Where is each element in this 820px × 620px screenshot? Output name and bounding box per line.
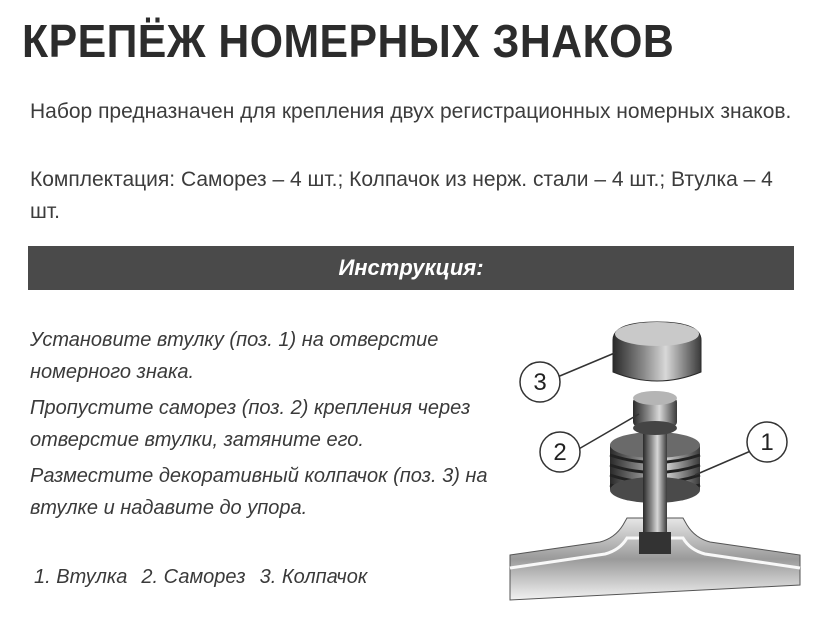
cap-part <box>613 322 701 381</box>
instruction-header: Инструкция: <box>338 255 484 280</box>
svg-text:2: 2 <box>553 439 567 466</box>
callout-3 <box>520 362 560 402</box>
legend-item-2: 2. Саморез <box>141 566 246 588</box>
callout-2 <box>540 432 580 472</box>
instruction-steps <box>30 324 510 528</box>
svg-text:1: 1 <box>760 429 774 456</box>
callout-1 <box>747 422 787 462</box>
parts-legend <box>34 566 367 589</box>
svg-text:3: 3 <box>533 369 547 396</box>
step-3: Разместите декоративный колпачок (поз. 3) на втулке и надавите до упора. <box>30 465 488 519</box>
step-2: Пропустите саморез (поз. 2) крепления через отверстие втулки, затяните его. <box>30 397 471 451</box>
legend-item-1: 1. Втулка <box>34 566 128 588</box>
legend-item-3: 3. Колпачок <box>259 566 368 588</box>
step-1: Установите втулку (поз. 1) на отверстие номерного знака. <box>30 329 439 383</box>
instruction-banner <box>28 246 794 290</box>
page-title: КРЕПЁЖ НОМЕРНЫХ ЗНАКОВ <box>22 15 675 67</box>
contents-text: Комплектация: Саморез – 4 шт.; Колпачок из нерж. стали – 4 шт.; Втулка – 4 шт. <box>30 168 773 223</box>
description-text: Набор предназначен для крепления двух регистрационных номерных знаков. <box>30 100 792 123</box>
fastener-diagram <box>505 310 805 610</box>
